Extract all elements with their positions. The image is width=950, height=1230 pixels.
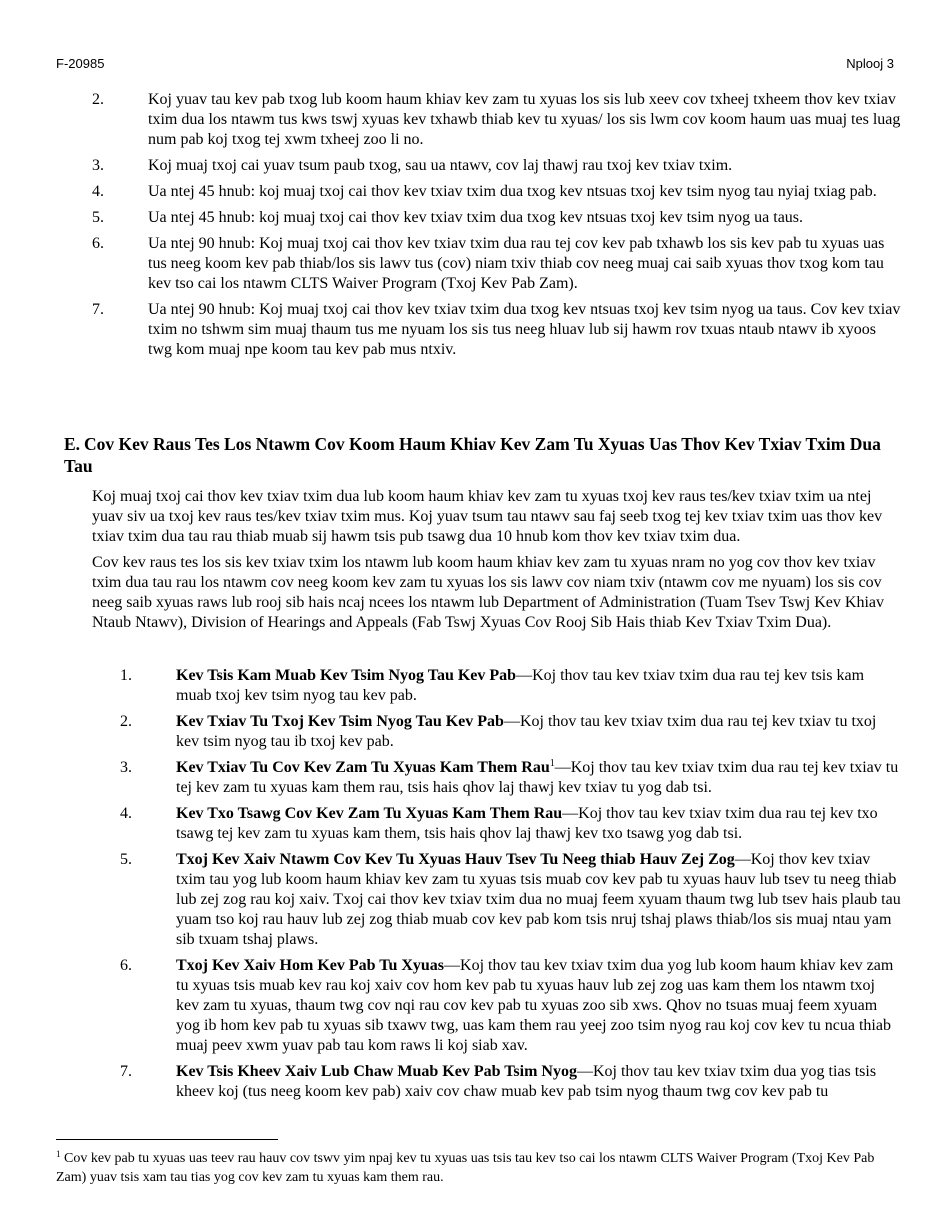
item-text: —Koj thov tau kev txiav txim dua rau tej kev txo tsawg tej kev zam tu xyuas kam them, tsis hais qhov laj thawj kev txo tsawg yog dab tsi. [176, 805, 878, 842]
appealable-actions-list [120, 666, 902, 1108]
item-text: Koj muaj txoj cai yuav tsum paub txog, sau ua ntawv, cov laj thawj rau txoj kev txiav txim. [148, 157, 733, 174]
item-text: Ua ntej 90 hnub: Koj muaj txoj cai thov kev txiav txim dua rau tej cov kev pab txhawb los sis kev pab tu xyuas uas tus neeg koom kev pab thiab/los sis lawv tus (cov) niam txiv thiab cov neeg muaj cai saib xyuas thov txog kom tau kev tso cai los ntawm CLTS Waiver Program (Txoj Kev Pab Zam). [148, 235, 885, 292]
section-title: Cov Kev Raus Tes Los Ntawm Cov Koom Haum Khiav Kev Zam Tu Xyuas Uas Thov Kev Txiav Txim Dua Tau [64, 434, 881, 476]
item-title: Kev Txo Tsawg Cov Kev Zam Tu Xyuas Kam Them Rau [176, 805, 563, 822]
list-item [120, 956, 902, 1056]
section-paragraph-2: Cov kev raus tes los sis kev txiav txim los ntawm lub koom haum khiav kev zam tu xyuas nram no yog cov thov kev txiav txim dua tau rau los ntawm cov neeg koom kev zam tu xyuas los sis lawv cov niam txiv (ntawm cov me nyuam) los sis cov neeg saib xyuas raws lub rooj sib hais ncaj ncees los ntawm lub Department of Administration (Tuam Tsev Tswj Kev Khiav Ntaub Ntawv), Division of Hearings and Appeals (Fab Tswj Xyuas Cov Rooj Sib Hais thiab Kev Txiav Txim Dua). [92, 554, 885, 631]
item-number: 1. [120, 667, 132, 684]
footnote-mark: 1 [56, 1149, 61, 1159]
item-text: —Koj thov kev txiav txim tau yog lub koom haum khiav kev zam tu xyuas tsis muab cov kev pab tu xyuas hauv lub tsev tu neeg thiab lub zej zog rau koj xaiv. Txoj cai thov kev txiav txim dua no muaj feem xyuam thaum twg lub tsev hais plaub tau yuam tso koj rau hauv lub zej zog thiab muab cov kev pab kom tsis nruj tshaj plaws thiab/los sis muaj ntau yam sib txuam tshaj plaws. [176, 851, 901, 948]
item-number: 2. [120, 713, 132, 730]
list-item [92, 234, 902, 294]
item-number: 5. [92, 209, 104, 226]
item-number: 2. [92, 91, 104, 108]
footnote-text: Cov kev pab tu xyuas uas teev rau hauv cov tswv yim npaj kev tu xyuas uas tsis tau kev tso cai los ntawm CLTS Waiver Program (Txoj Kev Pab Zam) yuav tsis xam tau tias yog cov kev zam tu xyuas kam them rau. [56, 1151, 875, 1185]
list-item [92, 182, 902, 202]
list-item [92, 300, 902, 360]
list-item [120, 850, 902, 950]
item-number: 7. [92, 301, 104, 318]
item-number: 7. [120, 1063, 132, 1080]
item-text: Ua ntej 90 hnub: Koj muaj txoj cai thov kev txiav txim dua txog kev ntsuas txoj kev tsim nyog ua taus. Cov kev txiav txim no tshwm sim muaj thaum tus me nyuam los sis tus neeg hluav lub sij hawm rov txuas ntaub ntawv ib xyoos twg kom muaj npe koom tau kev pab mus ntxiv. [148, 301, 901, 358]
item-number: 6. [92, 235, 104, 252]
list-item [92, 90, 902, 150]
list-item [120, 712, 902, 752]
item-number: 3. [92, 157, 104, 174]
item-text: —Koj thov tau kev txiav txim dua yog tias tsis kheev koj (tus neeg koom kev pab) xaiv cov chaw muab kev pab tsim nyog thaum twg cov kev pab tu [176, 1063, 877, 1100]
item-title: Txoj Kev Xaiv Ntawm Cov Kev Tu Xyuas Hauv Tsev Tu Neeg thiab Hauv Zej Zog [176, 851, 735, 868]
form-id: F-20985 [56, 56, 105, 71]
item-text: —Koj thov tau kev txiav txim dua rau tej kev txiav tu txoj kev tsim nyog tau ib txoj kev pab. [176, 713, 877, 750]
item-title: Kev Txiav Tu Txoj Kev Tsim Nyog Tau Kev Pab [176, 713, 504, 730]
item-title: Kev Tsis Kheev Xaiv Lub Chaw Muab Kev Pab Tsim Nyog [176, 1063, 577, 1080]
item-text: Koj yuav tau kev pab txog lub koom haum khiav kev zam tu xyuas los sis lub xeev cov txheej txheem thov kev txiav txim dua los ntawm tus kws tswj xyuas kev txhawb thiab kev tu xyuas/ los sis lwm cov koom haum uas muaj tes luag num pab koj txog tej xwm txheej zoo li no. [148, 91, 901, 148]
item-title: Kev Txiav Tu Cov Kev Zam Tu Xyuas Kam Them Rau [176, 759, 550, 776]
item-number: 4. [92, 183, 104, 200]
item-number: 3. [120, 759, 132, 776]
list-item [92, 156, 902, 176]
section-paragraph-1: Koj muaj txoj cai thov kev txiav txim dua lub koom haum khiav kev zam tu xyuas txoj kev raus tes/kev txiav txim ua ntej yuav siv ua txoj kev raus tes/kev txiav txim mus. Koj yuav tsum tau ntawv sau faj seeb txog tej kev txiav txim uas thov kev txiav txim dua tau rau thiab muab sij hawm tsis pub tsawg dua 10 hnub kom thov kev txiav txim dua. [92, 488, 883, 545]
list-item [120, 804, 902, 844]
section-letter: E. [64, 434, 81, 454]
item-number: 5. [120, 851, 132, 868]
item-text: Ua ntej 45 hnub: koj muaj txoj cai thov kev txiav txim dua txog kev ntsuas txoj kev tsim nyog ua taus. [148, 209, 804, 226]
item-title: Txoj Kev Xaiv Hom Kev Pab Tu Xyuas [176, 957, 445, 974]
list-item [120, 758, 902, 798]
item-text: —Koj thov tau kev txiav txim dua yog lub koom haum khiav kev zam tu xyuas tsis muab kev rau koj xaiv cov hom kev pab tu xyuas hauv lub zej zog uas kam them los ntawm txoj kev zam tu xyuas, thaum twg cov nqi rau cov kev pab tu xyuas zoo sib xws. Qhov no tsuas muaj feem xyuam yog ib hom kev pab tu xyuas sib txawv twg, uas kam them rau yeej zoo tsim nyog rau koj cov kev tu ncua thiab muaj peev xwm yuav pab tau kom raws li koj siab xav. [176, 957, 894, 1054]
footnote [56, 1149, 896, 1187]
footnote-ref: 1 [549, 758, 555, 769]
item-number: 6. [120, 957, 132, 974]
item-text: Ua ntej 45 hnub: koj muaj txoj cai thov kev txiav txim dua txog kev ntsuas txoj kev tsim nyog tau nyiaj txiag pab. [148, 183, 877, 200]
item-number: 4. [120, 805, 132, 822]
list-item [120, 666, 902, 706]
footnote-divider [56, 1139, 278, 1140]
list-item [120, 1062, 902, 1102]
item-title: Kev Tsis Kam Muab Kev Tsim Nyog Tau Kev Pab [176, 667, 517, 684]
section-heading [64, 433, 894, 477]
page-number: Nplooj 3 [846, 56, 894, 71]
item-text: —Koj thov tau kev txiav txim dua rau tej kev tsis kam muab txoj kev tsim nyog tau kev pab. [176, 667, 865, 704]
item-text: —Koj thov tau kev txiav txim dua rau tej kev txiav tu tej kev zam tu xyuas kam them rau, tsis hais qhov laj thawj kev txiav tu yog dab tsi. [176, 759, 899, 796]
list-item [92, 208, 902, 228]
rights-list [92, 90, 902, 366]
